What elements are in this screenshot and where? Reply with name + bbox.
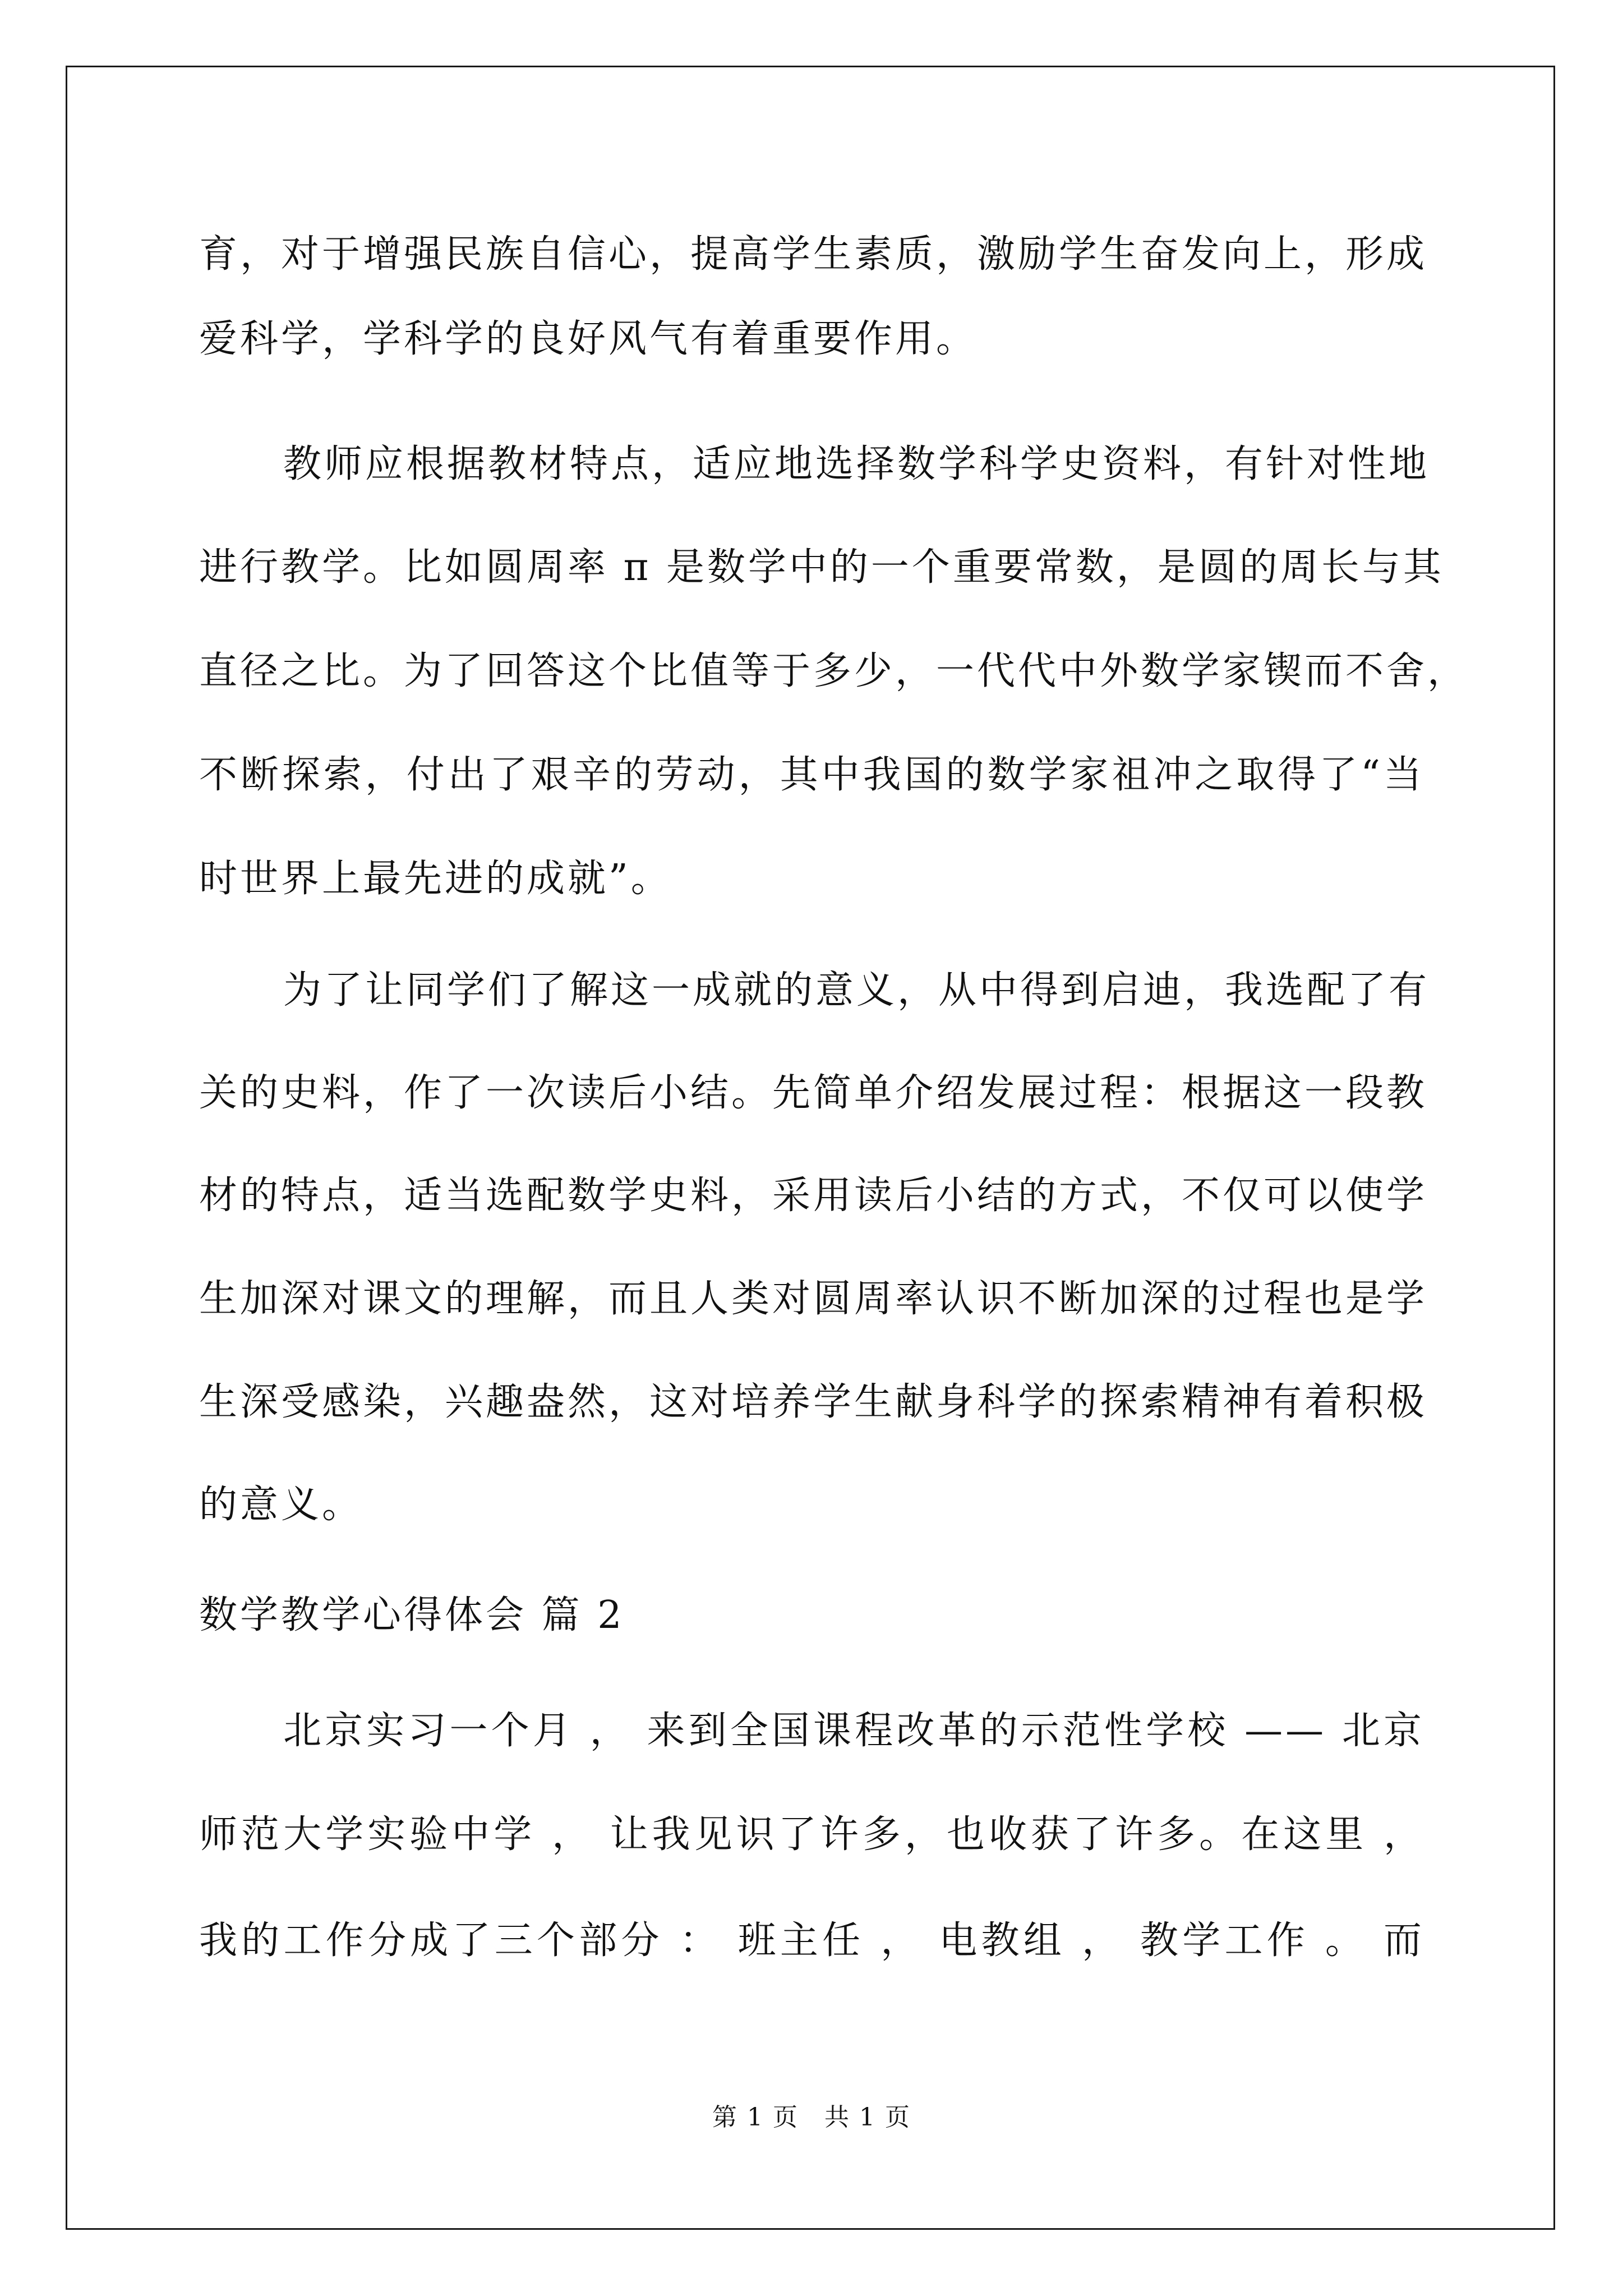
text-line: 生加深对课文的理解，而且人类对圆周率认识不断加深的过程也是学 — [199, 1277, 1428, 1321]
text-line: 爱科学，学科学的良好风气有着重要作用。 — [199, 317, 978, 361]
section-heading: 数学教学心得体会 篇 2 — [199, 1593, 625, 1637]
text-line: 我的工作分成了三个部分 ： 班主任 ， 电教组 ， 教学工作 。 而 — [199, 1918, 1424, 1963]
text-line: 进行教学。比如圆周率 π 是数学中的一个重要常数，是圆的周长与其 — [199, 545, 1444, 590]
text-line: 材的特点，适当选配数学史料，采用读后小结的方式，不仅可以使学 — [199, 1174, 1428, 1218]
paragraph-first-line: 北京实习一个月 ， 来到全国课程改革的示范性学校 —— 北京 — [283, 1709, 1424, 1753]
text-line: 时世界上最先进的成就”。 — [199, 857, 672, 901]
text-line: 生深受感染，兴趣盎然，这对培养学生献身科学的探索精神有着积极 — [199, 1380, 1428, 1424]
text-line: 关的史料，作了一次读后小结。先简单介绍发展过程：根据这一段教 — [199, 1071, 1428, 1115]
text-line: 的意义。 — [199, 1483, 363, 1527]
text-line: 直径之比。为了回答这个比值等于多少，一代代中外数学家锲而不舍， — [199, 649, 1469, 693]
paragraph-first-line: 教师应根据教材特点，适应地选择数学科学史资料，有针对性地 — [283, 442, 1430, 486]
page-border — [66, 66, 1555, 2230]
page-footer: 第 1 页 共 1 页 — [712, 2103, 911, 2132]
text-line: 师范大学实验中学 ， 让我见识了许多，也收获了许多。在这里 ， — [199, 1812, 1424, 1857]
paragraph-first-line: 为了让同学们了解这一成就的意义，从中得到启迪，我选配了有 — [283, 968, 1430, 1013]
text-line: 育，对于增强民族自信心，提高学生素质，激励学生奋发向上，形成 — [199, 232, 1428, 277]
text-line: 不断探索，付出了艰辛的劳动，其中我国的数学家祖冲之取得了“当 — [199, 753, 1424, 797]
